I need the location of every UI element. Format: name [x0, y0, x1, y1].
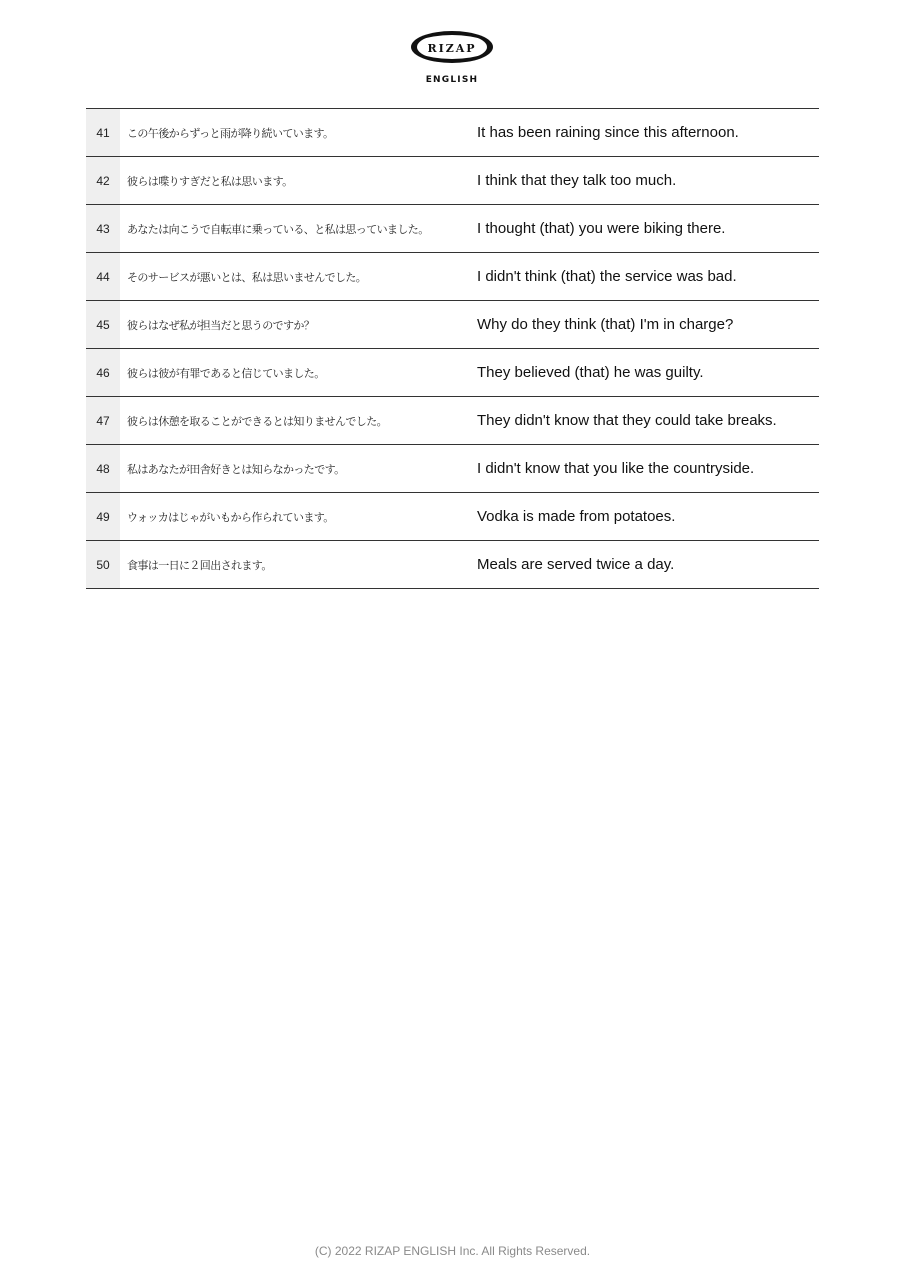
table-row: [86, 301, 819, 349]
rizap-english-logo: [402, 26, 502, 90]
english-sentence: Vodka is made from potatoes.: [477, 508, 676, 525]
table-row: [86, 205, 819, 253]
english-sentence: I thought (that) you were biking there.: [477, 220, 726, 237]
row-number: 44: [86, 253, 120, 300]
table-row: [86, 493, 819, 541]
logo-wordmark: RIZAP: [427, 42, 477, 55]
japanese-sentence: この午後からずっと雨が降り続いています。: [127, 126, 334, 140]
table-row: [86, 157, 819, 205]
table-row: [86, 349, 819, 397]
japanese-sentence: ウォッカはじゃがいもから作られています。: [127, 510, 334, 524]
japanese-sentence: 彼らは彼が有罪であると信じていました。: [127, 366, 325, 380]
japanese-sentence: 彼らは喋りすぎだと私は思います。: [127, 174, 293, 188]
table-row: [86, 445, 819, 493]
japanese-sentence: そのサービスが悪いとは、私は思いませんでした。: [127, 270, 367, 284]
sentence-table: [86, 108, 819, 589]
japanese-sentence: 私はあなたが田舎好きとは知らなかったです。: [127, 462, 345, 476]
row-number: 42: [86, 157, 120, 204]
english-sentence: Meals are served twice a day.: [477, 556, 675, 573]
copyright-footer: (C) 2022 RIZAP ENGLISH Inc. All Rights Reserved.: [314, 1244, 591, 1258]
japanese-sentence: あなたは向こうで自転車に乗っている、と私は思っていました。: [127, 222, 429, 236]
japanese-sentence: 彼らは休憩を取ることができるとは知りませんでした。: [127, 414, 387, 428]
logo-subtitle: ENGLISH: [425, 75, 479, 85]
row-number: 45: [86, 301, 120, 348]
row-number: 43: [86, 205, 120, 252]
english-sentence: Why do they think (that) I'm in charge?: [477, 316, 734, 333]
japanese-sentence: 彼らはなぜ私が担当だと思うのですか？: [127, 318, 315, 332]
japanese-sentence: 食事は一日に２回出されます。: [127, 558, 272, 572]
row-number: 46: [86, 349, 120, 396]
row-number: 41: [86, 109, 120, 156]
english-sentence: I didn't know that you like the countryside.: [477, 460, 755, 477]
row-number: 48: [86, 445, 120, 492]
table-row: [86, 109, 819, 157]
row-number: 47: [86, 397, 120, 444]
table-row: [86, 397, 819, 445]
table-row: [86, 253, 819, 301]
english-sentence: I think that they talk too much.: [477, 172, 677, 189]
english-sentence: They didn't know that they could take breaks.: [477, 412, 777, 429]
english-sentence: I didn't think (that) the service was bad.: [477, 268, 737, 285]
row-number: 49: [86, 493, 120, 540]
english-sentence: It has been raining since this afternoon.: [477, 124, 739, 141]
table-row: [86, 541, 819, 589]
english-sentence: They believed (that) he was guilty.: [477, 364, 704, 381]
row-number: 50: [86, 541, 120, 588]
